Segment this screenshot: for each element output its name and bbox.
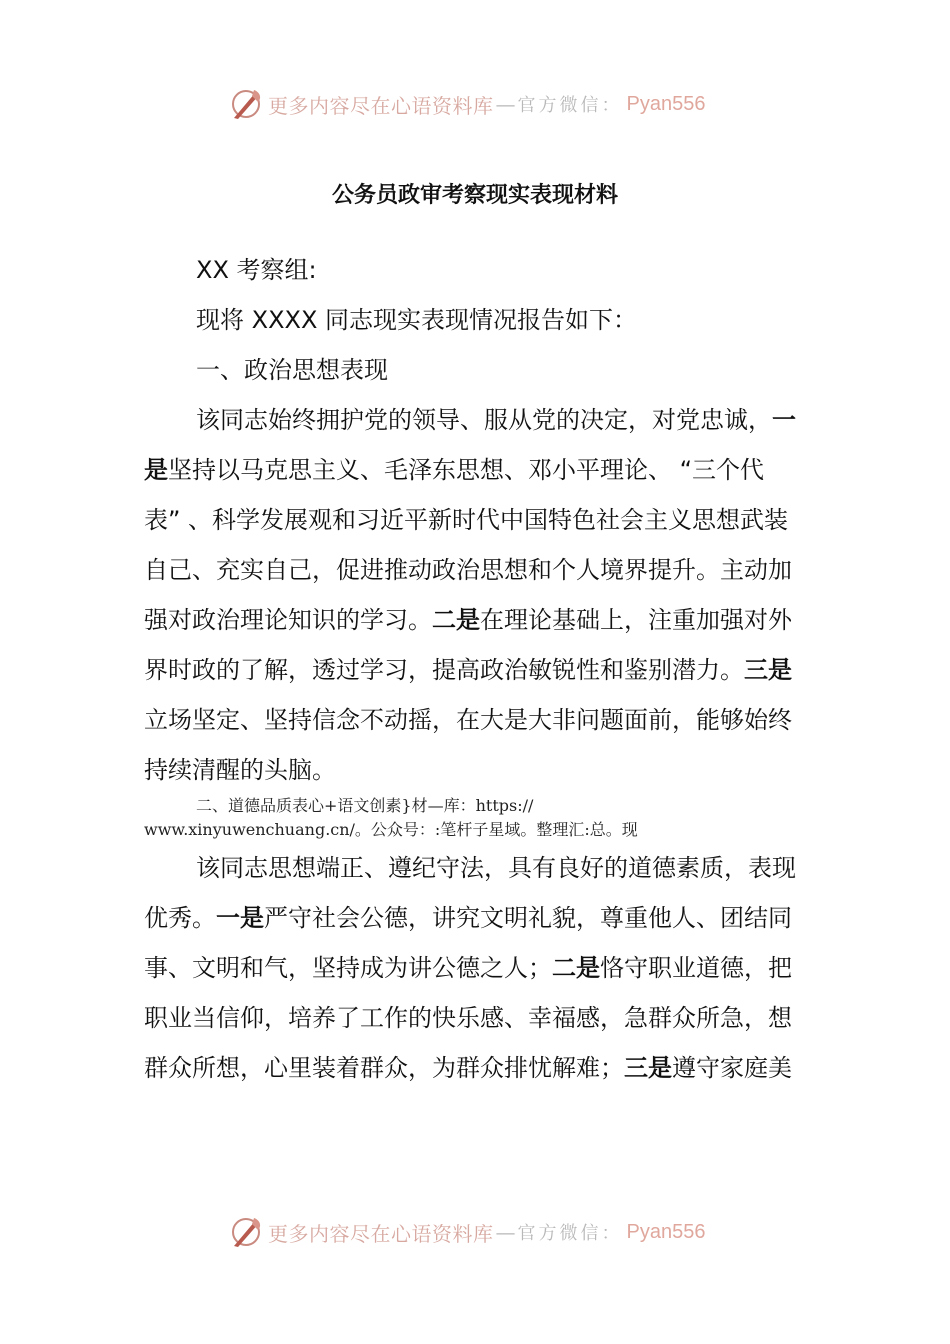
paragraph-line: 强对政治理论知识的学习。二是在理论基础上，注重加强对外	[144, 606, 792, 634]
quill-logo-icon	[228, 1214, 264, 1250]
banner-wechat-label: 官方微信：	[517, 1223, 623, 1244]
paragraph-line: 群众所想，心里装着群众，为群众排忧解难；三是遵守家庭美	[144, 1054, 792, 1082]
banner-dash: —	[495, 1220, 516, 1244]
quill-logo-icon	[228, 86, 264, 122]
section2-heading-line2: www.xinyuwenchuang.cn/。公众号：:笔杆子星域。整理汇:总。现	[144, 820, 638, 839]
footer-banner	[228, 1212, 705, 1252]
paragraph-line: 立场坚定、坚持信念不动摇，在大是大非问题面前，能够始终	[144, 706, 792, 734]
banner-wechat-id: Pyan556	[626, 1220, 706, 1243]
banner-text: 更多内容尽在心语资料库	[268, 93, 494, 118]
paragraph-line: 是坚持以马克思主义、毛泽东思想、邓小平理论、 “三个代	[144, 456, 765, 484]
paragraph-line: 自己、充实自己，促进推动政治思想和个人境界提升。主动加	[144, 556, 792, 584]
paragraph-line: 该同志思想端正、遵纪守法，具有良好的道德素质，表现	[196, 854, 796, 882]
paragraph-line: 职业当信仰，培养了工作的快乐感、幸福感，急群众所急，想	[144, 1004, 792, 1032]
paragraph-line: 表” 、科学发展观和习近平新时代中国特色社会主义思想武装	[144, 506, 789, 534]
paragraph-line: 优秀。一是严守社会公德，讲究文明礼貌，尊重他人、团结同	[144, 904, 792, 932]
salutation: XX 考察组:	[196, 256, 317, 284]
header-banner	[228, 84, 705, 124]
section2-heading-line1: 二、道德品质表心+语文创素}材—库：https://	[196, 796, 534, 815]
paragraph-line: 事、文明和气，坚持成为讲公德之人；二是恪守职业道德，把	[144, 954, 792, 982]
paragraph-line: 持续清醒的头脑。	[144, 756, 336, 784]
banner-text: 更多内容尽在心语资料库	[268, 1221, 494, 1246]
banner-wechat-label: 官方微信：	[517, 95, 623, 116]
document-title: 公务员政审考察现实表现材料	[331, 183, 618, 208]
paragraph-line: 界时政的了解，透过学习，提高政治敏锐性和鉴别潜力。三是	[144, 656, 792, 684]
section1-heading: 一、政治思想表现	[196, 356, 388, 384]
paragraph-line: 该同志始终拥护党的领导、服从党的决定，对党忠诚，一	[196, 406, 796, 434]
banner-wechat-id: Pyan556	[626, 92, 706, 115]
intro-line: 现将 XXXX 同志现实表现情况报告如下：	[196, 306, 638, 334]
banner-dash: —	[495, 92, 516, 116]
